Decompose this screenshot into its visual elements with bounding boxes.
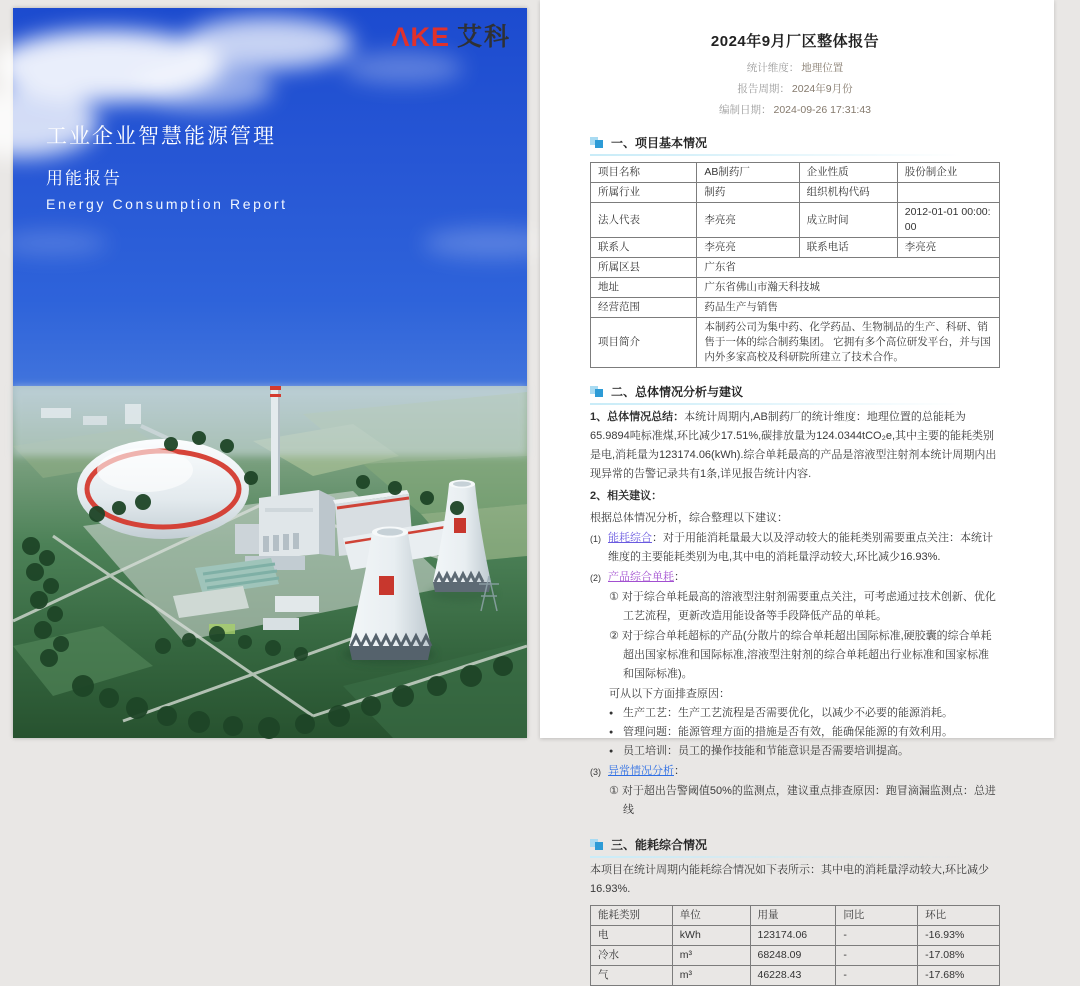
section-heading-3: [590, 836, 1000, 858]
table-cell: -: [836, 946, 918, 966]
table-row: [591, 926, 1000, 946]
table-cell: m³: [672, 946, 750, 966]
table-cell: 123174.06: [750, 926, 836, 946]
cause-check-list: [590, 704, 1000, 761]
table-row: [591, 966, 1000, 986]
table-cell: -16.93%: [918, 926, 1000, 946]
suggestions-intro: 根据总体情况分析，综合整理以下建议：: [590, 512, 788, 524]
table-cell: kWh: [672, 926, 750, 946]
report-title: 2024年9月厂区整体报告: [710, 33, 880, 50]
table-header-cell: 同比: [836, 906, 918, 926]
suggestion-item-3: [590, 762, 1000, 781]
table-cell: 气: [591, 966, 673, 986]
item-number: (2): [590, 573, 601, 583]
item-number: (1): [590, 534, 601, 544]
table-cell: 制药: [697, 183, 799, 203]
table-cell: 项目简介: [591, 318, 697, 368]
suggestion-item-2-sub-2: ② 对于综合单耗超标的产品(分散片的综合单耗超出国际标准,硬胶囊的综合单耗超出国家标准和国际标准,溶液型注射剂的综合单耗超出行业标准和国家标准和国际标准)。: [609, 630, 992, 680]
brand-logo-cn: 艾科: [456, 23, 511, 51]
section-icon: [590, 386, 604, 398]
colon: ：: [674, 571, 685, 583]
cover-subtitle-en: Energy Consumption Report: [46, 196, 288, 212]
energy-overview-link[interactable]: 能耗综合: [608, 532, 652, 544]
energy-table-intro: 本项目在统计周期内能耗综合情况如下表所示：其中电的消耗量浮动较大,环比减少16.93%.: [590, 864, 990, 895]
table-cell: 2012-01-01 00:00:00: [897, 203, 999, 238]
meta-value: 地理位置: [801, 62, 844, 74]
table-row: [591, 163, 1000, 183]
brand-logo-ake: ΛKE: [391, 22, 450, 52]
item-number: (3): [590, 767, 601, 777]
table-cell: [897, 183, 999, 203]
summary-text: 本统计周期内,AB制药厂的统计维度：地理位置的总能耗为65.9894吨标准煤,环比减少17.51%,碳排放量为124.0344tCO₂e,其中主要的能耗类别是电,消耗量为123174.06(kWh).综合单耗最高的产品是溶液型注射剂本统计周期内出现异常的告警记录共有1条,详见报告统计内容.: [590, 411, 997, 480]
table-header-cell: 环比: [918, 906, 1000, 926]
summary-label: 1、总体情况总结：: [590, 411, 685, 423]
cause-check-item: ● 管理问题：能源管理方面的措施是否有效，能确保能源的有效利用。: [590, 723, 1000, 742]
section-heading-2: [590, 383, 1000, 405]
table-row: [591, 278, 1000, 298]
table-cell: 联系人: [591, 238, 697, 258]
table-cell: m³: [672, 966, 750, 986]
abnormal-analysis-link[interactable]: 异常情况分析: [608, 765, 674, 777]
table-cell: 组织机构代码: [799, 183, 897, 203]
table-cell: 68248.09: [750, 946, 836, 966]
table-cell: 李亮亮: [897, 238, 999, 258]
report-meta-line: [590, 79, 1000, 100]
table-cell: 法人代表: [591, 203, 697, 238]
section-heading-1: [590, 134, 1000, 156]
table-cell: 经营范围: [591, 298, 697, 318]
table-cell: 李亮亮: [697, 238, 799, 258]
table-cell: AB制药厂: [697, 163, 799, 183]
cause-check-item: ● 员工培训：员工的操作技能和节能意识是否需要培训提高。: [590, 742, 1000, 761]
meta-label: 编制日期：: [719, 104, 772, 116]
report-page: [540, 0, 1054, 981]
section-heading-3-text: 三、能耗综合情况: [611, 838, 708, 852]
table-header-row: [591, 906, 1000, 926]
section-icon: [590, 839, 604, 851]
table-cell: -: [836, 926, 918, 946]
suggestion-item-2: [590, 568, 1000, 587]
table-cell: 电: [591, 926, 673, 946]
summary-paragraph: [590, 408, 1000, 484]
table-cell: 李亮亮: [697, 203, 799, 238]
table-header-cell: 能耗类别: [591, 906, 673, 926]
cover-title: 工业企业智慧能源管理: [46, 125, 276, 148]
table-row: [591, 318, 1000, 368]
table-cell: 股份制企业: [897, 163, 999, 183]
table-row: [591, 203, 1000, 238]
report-meta-line: [590, 58, 1000, 79]
suggestions-label: 2、相关建议：: [590, 490, 663, 502]
table-cell: -: [836, 966, 918, 986]
table-cell: 46228.43: [750, 966, 836, 986]
table-cell: 广东省佛山市瀚天科技城: [697, 278, 1000, 298]
suggestion-item-2-sub-3: 可从以下方面排查原因：: [609, 688, 730, 700]
table-cell: -17.68%: [918, 966, 1000, 986]
report-meta-line: [590, 100, 1000, 121]
cover-subtitle: 用能报告: [46, 169, 122, 188]
suggestion-item-2-sub-1: ① 对于综合单耗最高的溶液型注射剂需要重点关注，可考虑通过技术创新、优化工艺流程，更新改造用能设备等手段降低产品的单耗。: [609, 591, 996, 622]
table-cell: 本制药公司为集中药、化学药品、生物制品的生产、科研、销售于一体的综合制药集团。 它拥有多个高位研发平台，并与国内外多家高校及科研院所建立了技术合作。: [697, 318, 1000, 368]
meta-value: 2024年9月份: [791, 83, 853, 95]
basic-info-table: [590, 162, 1000, 368]
table-header-cell: 单位: [672, 906, 750, 926]
suggestion-item-1: [590, 529, 1000, 567]
section-icon: [590, 137, 604, 149]
cover-page: [13, 8, 527, 738]
meta-value: 2024-09-26 17:31:43: [773, 104, 871, 116]
colon: ：: [674, 765, 685, 777]
table-cell: 冷水: [591, 946, 673, 966]
suggestion-item-1-text: ：对于用能消耗量最大以及浮动较大的能耗类别需要重点关注：本统计维度的主要能耗类别为电,其中电的消耗量浮动较大,环比减少16.93%.: [608, 532, 993, 563]
table-row: [591, 183, 1000, 203]
cause-check-item: ● 生产工艺：生产工艺流程是否需要优化，以减少不必要的能源消耗。: [590, 704, 1000, 723]
suggestion-item-3-sub-1: ① 对于超出告警阈值50%的监测点，建议重点排查原因：跑冒滴漏监测点：总进线: [609, 785, 996, 816]
section-heading-1-text: 一、项目基本情况: [611, 136, 708, 150]
table-cell: 企业性质: [799, 163, 897, 183]
table-header-cell: 用量: [750, 906, 836, 926]
power-plant-illustration: [13, 386, 527, 738]
energy-consumption-table: [590, 905, 1000, 986]
table-cell: 地址: [591, 278, 697, 298]
table-cell: -17.08%: [918, 946, 1000, 966]
product-unit-consumption-link[interactable]: 产品综合单耗: [608, 571, 674, 583]
table-cell: 成立时间: [799, 203, 897, 238]
table-row: [591, 258, 1000, 278]
table-cell: 广东省: [697, 258, 1000, 278]
report-meta: [590, 58, 1000, 121]
meta-label: 报告周期：: [737, 83, 790, 95]
table-cell: 所属区县: [591, 258, 697, 278]
table-row: [591, 946, 1000, 966]
section-heading-2-text: 二、总体情况分析与建议: [611, 385, 744, 399]
table-cell: 项目名称: [591, 163, 697, 183]
table-cell: 联系电话: [799, 238, 897, 258]
table-row: [591, 298, 1000, 318]
brand-logo: [391, 24, 511, 51]
meta-label: 统计维度：: [746, 62, 800, 74]
table-cell: 所属行业: [591, 183, 697, 203]
table-cell: 药品生产与销售: [697, 298, 1000, 318]
table-row: [591, 238, 1000, 258]
